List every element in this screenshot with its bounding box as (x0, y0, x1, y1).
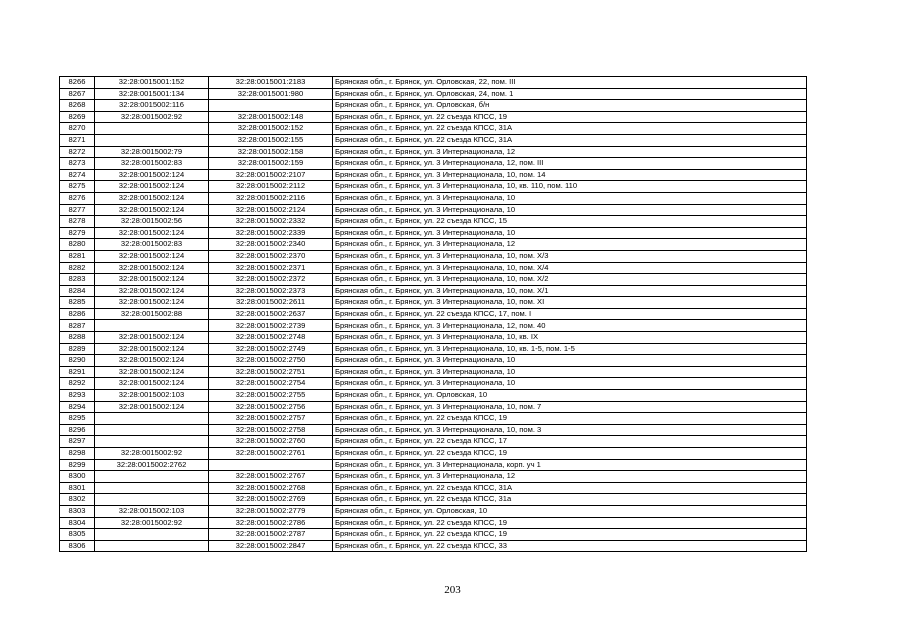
row-number-cell: 8284 (60, 285, 95, 297)
row-number-cell: 8300 (60, 471, 95, 483)
address-cell: Брянская обл., г. Брянск, ул. 3 Интернационала, 10, кв. 1-5, пом. 1-5 (333, 343, 807, 355)
parent-cadastral-number-cell: 32:28:0015002:83 (95, 239, 209, 251)
table-row (60, 390, 807, 402)
cadastral-number-cell: 32:28:0015002:2768 (209, 482, 333, 494)
address-cell: Брянская обл., г. Брянск, ул. 3 Интернационала, 10, пом. XI (333, 297, 807, 309)
table-row (60, 459, 807, 471)
cadastral-number-cell: 32:28:0015002:2761 (209, 448, 333, 460)
row-number-cell: 8296 (60, 424, 95, 436)
row-number-cell: 8270 (60, 123, 95, 135)
parent-cadastral-number-cell (95, 482, 209, 494)
table-row (60, 517, 807, 529)
parent-cadastral-number-cell: 32:28:0015002:124 (95, 181, 209, 193)
address-cell: Брянская обл., г. Брянск, ул. 3 Интернационала, 12 (333, 471, 807, 483)
parent-cadastral-number-cell: 32:28:0015002:79 (95, 146, 209, 158)
cadastral-number-cell: 32:28:0015002:2760 (209, 436, 333, 448)
parent-cadastral-number-cell: 32:28:0015002:124 (95, 378, 209, 390)
cadastral-number-cell: 32:28:0015002:2748 (209, 332, 333, 344)
cadastral-number-cell: 32:28:0015002:2847 (209, 540, 333, 552)
cadastral-number-cell: 32:28:0015002:2749 (209, 343, 333, 355)
parent-cadastral-number-cell: 32:28:0015002:124 (95, 227, 209, 239)
parent-cadastral-number-cell (95, 540, 209, 552)
address-cell: Брянская обл., г. Брянск, ул. 22 съезда КПСС, 19 (333, 413, 807, 425)
row-number-cell: 8306 (60, 540, 95, 552)
parent-cadastral-number-cell: 32:28:0015002:92 (95, 448, 209, 460)
row-number-cell: 8281 (60, 250, 95, 262)
cadastral-number-cell: 32:28:0015002:2751 (209, 366, 333, 378)
cadastral-number-cell: 32:28:0015002:2779 (209, 505, 333, 517)
parent-cadastral-number-cell: 32:28:0015002:124 (95, 401, 209, 413)
table-row (60, 204, 807, 216)
address-cell: Брянская обл., г. Брянск, ул. 3 Интернационала, 12 (333, 146, 807, 158)
cadastral-number-cell: 32:28:0015001:2183 (209, 77, 333, 89)
address-cell: Брянская обл., г. Брянск, ул. 3 Интернационала, 10, пом. 3 (333, 424, 807, 436)
table-row (60, 413, 807, 425)
row-number-cell: 8267 (60, 88, 95, 100)
parent-cadastral-number-cell: 32:28:0015002:92 (95, 111, 209, 123)
table-row (60, 505, 807, 517)
row-number-cell: 8299 (60, 459, 95, 471)
table-row (60, 308, 807, 320)
parent-cadastral-number-cell: 32:28:0015002:124 (95, 332, 209, 344)
row-number-cell: 8304 (60, 517, 95, 529)
table-row (60, 216, 807, 228)
address-cell: Брянская обл., г. Брянск, ул. 22 съезда КПСС, 31а (333, 494, 807, 506)
table-row (60, 366, 807, 378)
cadastral-number-cell: 32:28:0015002:2755 (209, 390, 333, 402)
address-cell: Брянская обл., г. Брянск, ул. 22 съезда КПСС, 33 (333, 540, 807, 552)
parent-cadastral-number-cell: 32:28:0015002:124 (95, 274, 209, 286)
row-number-cell: 8275 (60, 181, 95, 193)
parent-cadastral-number-cell: 32:28:0015002:116 (95, 100, 209, 112)
table-row (60, 494, 807, 506)
parent-cadastral-number-cell (95, 471, 209, 483)
parent-cadastral-number-cell: 32:28:0015002:56 (95, 216, 209, 228)
table-row (60, 158, 807, 170)
cadastral-number-cell: 32:28:0015002:2767 (209, 471, 333, 483)
cadastral-number-cell: 32:28:0015002:2372 (209, 274, 333, 286)
row-number-cell: 8285 (60, 297, 95, 309)
address-cell: Брянская обл., г. Брянск, ул. 3 Интернационала, 12, пом. 40 (333, 320, 807, 332)
row-number-cell: 8297 (60, 436, 95, 448)
cadastral-table (59, 76, 807, 552)
parent-cadastral-number-cell: 32:28:0015002:2762 (95, 459, 209, 471)
cadastral-number-cell: 32:28:0015001:980 (209, 88, 333, 100)
cadastral-number-cell: 32:28:0015002:159 (209, 158, 333, 170)
address-cell: Брянская обл., г. Брянск, ул. 3 Интернационала, 10 (333, 378, 807, 390)
cadastral-number-cell (209, 100, 333, 112)
page-number: 203 (444, 584, 461, 596)
table-row (60, 88, 807, 100)
cadastral-number-cell: 32:28:0015002:2371 (209, 262, 333, 274)
row-number-cell: 8280 (60, 239, 95, 251)
cadastral-number-cell: 32:28:0015002:2750 (209, 355, 333, 367)
table-row (60, 355, 807, 367)
address-cell: Брянская обл., г. Брянск, ул. 22 съезда КПСС, 19 (333, 448, 807, 460)
address-cell: Брянская обл., г. Брянск, ул. 3 Интернационала, 10, пом. 7 (333, 401, 807, 413)
table-row (60, 146, 807, 158)
table-row (60, 169, 807, 181)
table-row (60, 111, 807, 123)
cadastral-number-cell: 32:28:0015002:2757 (209, 413, 333, 425)
parent-cadastral-number-cell: 32:28:0015002:103 (95, 505, 209, 517)
cadastral-number-cell: 32:28:0015002:2373 (209, 285, 333, 297)
table-row (60, 471, 807, 483)
parent-cadastral-number-cell (95, 123, 209, 135)
row-number-cell: 8294 (60, 401, 95, 413)
row-number-cell: 8292 (60, 378, 95, 390)
table-row (60, 297, 807, 309)
row-number-cell: 8269 (60, 111, 95, 123)
address-cell: Брянская обл., г. Брянск, ул. 22 съезда КПСС, 17, пом. I (333, 308, 807, 320)
row-number-cell: 8302 (60, 494, 95, 506)
cadastral-number-cell: 32:28:0015002:2332 (209, 216, 333, 228)
address-cell: Брянская обл., г. Брянск, ул. 22 съезда КПСС, 31А (333, 134, 807, 146)
row-number-cell: 8278 (60, 216, 95, 228)
row-number-cell: 8305 (60, 529, 95, 541)
parent-cadastral-number-cell: 32:28:0015002:124 (95, 355, 209, 367)
address-cell: Брянская обл., г. Брянск, ул. 3 Интернационала, корп. уч 1 (333, 459, 807, 471)
address-cell: Брянская обл., г. Брянск, ул. 22 съезда КПСС, 19 (333, 111, 807, 123)
address-cell: Брянская обл., г. Брянск, ул. 3 Интернационала, 10, пом. Х/4 (333, 262, 807, 274)
table-row (60, 227, 807, 239)
parent-cadastral-number-cell: 32:28:0015002:124 (95, 262, 209, 274)
table-row (60, 181, 807, 193)
address-cell: Брянская обл., г. Брянск, ул. 3 Интернационала, 10 (333, 366, 807, 378)
address-cell: Брянская обл., г. Брянск, ул. 3 Интернационала, 12 (333, 239, 807, 251)
row-number-cell: 8287 (60, 320, 95, 332)
table-row (60, 448, 807, 460)
table-row (60, 134, 807, 146)
address-cell: Брянская обл., г. Брянск, ул. 3 Интернационала, 10, пом. Х/3 (333, 250, 807, 262)
row-number-cell: 8274 (60, 169, 95, 181)
row-number-cell: 8286 (60, 308, 95, 320)
cadastral-number-cell: 32:28:0015002:2339 (209, 227, 333, 239)
row-number-cell: 8301 (60, 482, 95, 494)
table-row (60, 77, 807, 89)
address-cell: Брянская обл., г. Брянск, ул. Орловская, 22, пом. III (333, 77, 807, 89)
address-cell: Брянская обл., г. Брянск, ул. 3 Интернационала, 10 (333, 204, 807, 216)
table-row (60, 123, 807, 135)
cadastral-number-cell: 32:28:0015002:2124 (209, 204, 333, 216)
row-number-cell: 8276 (60, 192, 95, 204)
address-cell: Брянская обл., г. Брянск, ул. 22 съезда КПСС, 19 (333, 529, 807, 541)
table-row (60, 401, 807, 413)
address-cell: Брянская обл., г. Брянск, ул. 3 Интернационала, 10 (333, 192, 807, 204)
table-row (60, 436, 807, 448)
table-row (60, 482, 807, 494)
cadastral-number-cell: 32:28:0015002:2116 (209, 192, 333, 204)
row-number-cell: 8288 (60, 332, 95, 344)
cadastral-number-cell: 32:28:0015002:2758 (209, 424, 333, 436)
parent-cadastral-number-cell: 32:28:0015002:124 (95, 285, 209, 297)
table-row (60, 239, 807, 251)
row-number-cell: 8303 (60, 505, 95, 517)
table-row (60, 100, 807, 112)
cadastral-number-cell: 32:28:0015002:158 (209, 146, 333, 158)
parent-cadastral-number-cell: 32:28:0015002:124 (95, 169, 209, 181)
table-row (60, 424, 807, 436)
table-row (60, 529, 807, 541)
parent-cadastral-number-cell: 32:28:0015002:103 (95, 390, 209, 402)
table-row (60, 285, 807, 297)
cadastral-number-cell: 32:28:0015002:2787 (209, 529, 333, 541)
address-cell: Брянская обл., г. Брянск, ул. 3 Интернационала, 10, пом. Х/1 (333, 285, 807, 297)
cadastral-number-cell: 32:28:0015002:2370 (209, 250, 333, 262)
row-number-cell: 8279 (60, 227, 95, 239)
parent-cadastral-number-cell (95, 134, 209, 146)
cadastral-number-cell: 32:28:0015002:2112 (209, 181, 333, 193)
parent-cadastral-number-cell: 32:28:0015002:124 (95, 343, 209, 355)
row-number-cell: 8290 (60, 355, 95, 367)
cadastral-number-cell: 32:28:0015002:2754 (209, 378, 333, 390)
row-number-cell: 8282 (60, 262, 95, 274)
table-row (60, 378, 807, 390)
row-number-cell: 8295 (60, 413, 95, 425)
row-number-cell: 8298 (60, 448, 95, 460)
cadastral-number-cell (209, 459, 333, 471)
parent-cadastral-number-cell (95, 320, 209, 332)
parent-cadastral-number-cell (95, 424, 209, 436)
address-cell: Брянская обл., г. Брянск, ул. 22 съезда КПСС, 31А (333, 123, 807, 135)
address-cell: Брянская обл., г. Брянск, ул. 3 Интернационала, 10, кв. IX (333, 332, 807, 344)
address-cell: Брянская обл., г. Брянск, ул. 3 Интернационала, 10, пом. Х/2 (333, 274, 807, 286)
parent-cadastral-number-cell (95, 436, 209, 448)
address-cell: Брянская обл., г. Брянск, ул. Орловская, 24, пом. 1 (333, 88, 807, 100)
address-cell: Брянская обл., г. Брянск, ул. 3 Интернационала, 10, пом. 14 (333, 169, 807, 181)
row-number-cell: 8283 (60, 274, 95, 286)
table-row (60, 274, 807, 286)
row-number-cell: 8266 (60, 77, 95, 89)
table-row (60, 343, 807, 355)
parent-cadastral-number-cell (95, 494, 209, 506)
address-cell: Брянская обл., г. Брянск, ул. 22 съезда КПСС, 31А (333, 482, 807, 494)
parent-cadastral-number-cell: 32:28:0015001:134 (95, 88, 209, 100)
row-number-cell: 8273 (60, 158, 95, 170)
cadastral-number-cell: 32:28:0015002:152 (209, 123, 333, 135)
parent-cadastral-number-cell: 32:28:0015002:92 (95, 517, 209, 529)
address-cell: Брянская обл., г. Брянск, ул. 3 Интернационала, 10, кв. 110, пом. 110 (333, 181, 807, 193)
row-number-cell: 8268 (60, 100, 95, 112)
table-row (60, 320, 807, 332)
address-cell: Брянская обл., г. Брянск, ул. 22 съезда КПСС, 15 (333, 216, 807, 228)
table-row (60, 250, 807, 262)
address-cell: Брянская обл., г. Брянск, ул. 3 Интернационала, 10 (333, 227, 807, 239)
parent-cadastral-number-cell (95, 529, 209, 541)
address-cell: Брянская обл., г. Брянск, ул. 3 Интернационала, 12, пом. III (333, 158, 807, 170)
address-cell: Брянская обл., г. Брянск, ул. Орловская, 10 (333, 505, 807, 517)
address-cell: Брянская обл., г. Брянск, ул. 22 съезда КПСС, 19 (333, 517, 807, 529)
parent-cadastral-number-cell: 32:28:0015002:124 (95, 204, 209, 216)
parent-cadastral-number-cell (95, 413, 209, 425)
cadastral-number-cell: 32:28:0015002:2637 (209, 308, 333, 320)
table-row (60, 540, 807, 552)
row-number-cell: 8277 (60, 204, 95, 216)
parent-cadastral-number-cell: 32:28:0015002:124 (95, 366, 209, 378)
address-cell: Брянская обл., г. Брянск, ул. Орловская, б/н (333, 100, 807, 112)
table-row (60, 332, 807, 344)
parent-cadastral-number-cell: 32:28:0015002:124 (95, 297, 209, 309)
cadastral-number-cell: 32:28:0015002:2769 (209, 494, 333, 506)
cadastral-number-cell: 32:28:0015002:2340 (209, 239, 333, 251)
parent-cadastral-number-cell: 32:28:0015001:152 (95, 77, 209, 89)
cadastral-number-cell: 32:28:0015002:2739 (209, 320, 333, 332)
row-number-cell: 8271 (60, 134, 95, 146)
address-cell: Брянская обл., г. Брянск, ул. 3 Интернационала, 10 (333, 355, 807, 367)
table-row (60, 262, 807, 274)
cadastral-number-cell: 32:28:0015002:155 (209, 134, 333, 146)
cadastral-number-cell: 32:28:0015002:2786 (209, 517, 333, 529)
table-row (60, 192, 807, 204)
row-number-cell: 8289 (60, 343, 95, 355)
cadastral-number-cell: 32:28:0015002:148 (209, 111, 333, 123)
cadastral-number-cell: 32:28:0015002:2611 (209, 297, 333, 309)
row-number-cell: 8272 (60, 146, 95, 158)
table-body (60, 77, 807, 552)
row-number-cell: 8293 (60, 390, 95, 402)
address-cell: Брянская обл., г. Брянск, ул. Орловская, 10 (333, 390, 807, 402)
parent-cadastral-number-cell: 32:28:0015002:83 (95, 158, 209, 170)
cadastral-number-cell: 32:28:0015002:2107 (209, 169, 333, 181)
parent-cadastral-number-cell: 32:28:0015002:88 (95, 308, 209, 320)
row-number-cell: 8291 (60, 366, 95, 378)
parent-cadastral-number-cell: 32:28:0015002:124 (95, 192, 209, 204)
cadastral-number-cell: 32:28:0015002:2756 (209, 401, 333, 413)
address-cell: Брянская обл., г. Брянск, ул. 22 съезда КПСС, 17 (333, 436, 807, 448)
parent-cadastral-number-cell: 32:28:0015002:124 (95, 250, 209, 262)
